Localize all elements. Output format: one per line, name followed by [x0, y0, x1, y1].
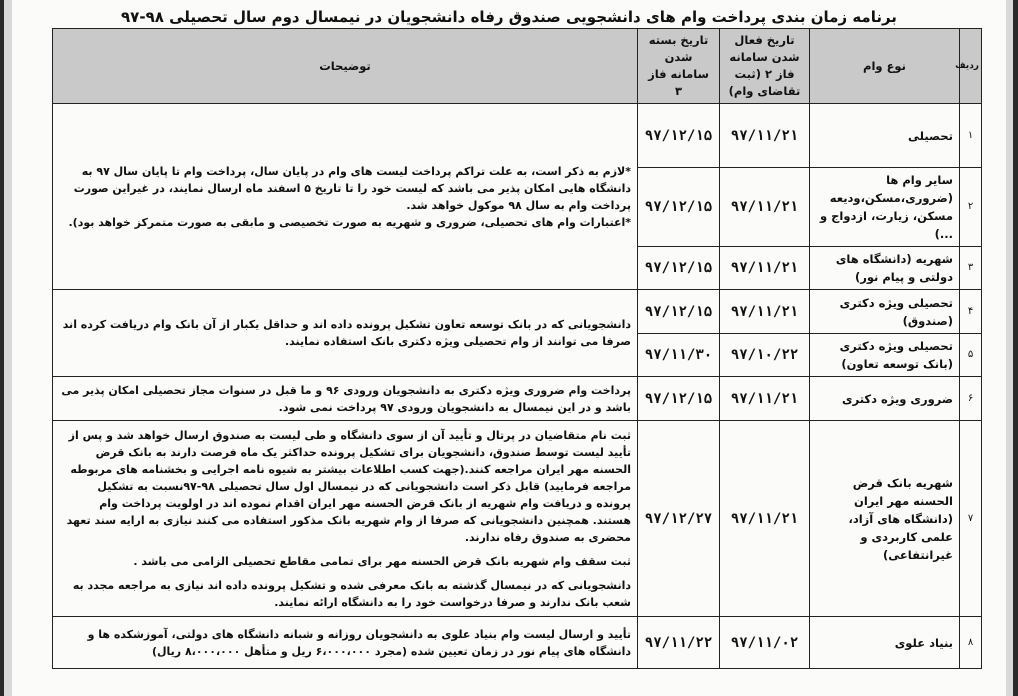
- description-cell: تأیید و ارسال لیست وام بنیاد علوی به دانشجویان روزانه و شبانه دانشگاه های دولتی، آموزشکده ها و دانشگاه های پیام نور در زمان تعیین شده (مجرد ۶،۰۰۰،۰۰۰ ریل و متأهل ۸،۰۰۰،۰۰۰ ریال): [53, 617, 638, 669]
- header-close-date: تاریخ بسته شدن سامانه فاز ۳: [638, 29, 720, 104]
- open-date: ۹۷/۱۱/۲۱: [720, 104, 810, 168]
- description-cell: پرداخت وام ضروری ویژه دکتری به دانشجویان ورودی ۹۶ و ما قبل در سنوات مجاز تحصیلی امکان پذیر می باشد و در این نیمسال به دانشجویان ورودی ۹۷ پرداخت نمی شود.: [53, 377, 638, 421]
- open-date: ۹۷/۱۱/۲۱: [720, 290, 810, 334]
- close-date: ۹۷/۱۲/۱۵: [638, 104, 720, 168]
- description-text: دانشجویانی که در بانک توسعه تعاون تشکیل پرونده داده اند و حداقل یکبار از آن بانک وام دریافت کرده اند صرفا می توانند از وام تحصیلی ویژه دکتری بانک استفاده نمایند.: [62, 318, 631, 348]
- table-row: [53, 104, 982, 168]
- close-date: ۹۷/۱۲/۱۵: [638, 168, 720, 247]
- row-number: ۵: [960, 334, 982, 377]
- loan-type: تحصیلی: [810, 104, 960, 168]
- scan-left-edge: [0, 0, 4, 696]
- loan-type: تحصیلی ویژه دکتری (بانک توسعه تعاون): [810, 334, 960, 377]
- description-cell: [53, 290, 638, 377]
- description-cell: [53, 104, 638, 290]
- open-date: ۹۷/۱۱/۲۱: [720, 247, 810, 290]
- loan-type: شهریه (دانشگاه های دولتی و پیام نور): [810, 247, 960, 290]
- page-title: برنامه زمان بندی پرداخت وام های دانشجویی صندوق رفاه دانشجویان در نیمسال دوم سال تحصیلی ۹۸-۹۷: [121, 8, 897, 26]
- description-text: *اعتبارات وام های تحصیلی، ضروری و شهریه به صورت تخصیصی و مابقی به صورت متمرکز خواهد بود).: [68, 215, 631, 229]
- scan-right-edge: [1013, 0, 1018, 696]
- description-text: دانشجویانی که در نیمسال گذشته به بانک معرفی شده و تشکیل پرونده داده اند نیازی به مراجعه مجدد به شعب بانک ندارند و صرفا درخواست خود را به دانشگاه ارائه نمایند.: [72, 578, 631, 609]
- description-text: ثبت نام متقاضیان در پرتال و تأیید آن از سوی دانشگاه و طی لیست به صندوق ارسال خواهد شد و پس از تأیید لیست توسط صندوق، دانشجویان برای تشکیل پرونده حداکثر یک ماه فرصت دارند به بانک قرض الحسنه مهر ایران مراجعه کنند.(جهت کسب اطلاعات بیشتر به شیوه نامه اجرایی و بخشنامه های مربوطه مراجعه فرمایید) قابل ذکر است دانشجویانی که در نیمسال اول سال تحصیلی ۹۸-۹۷نسبت به تشکیل پرونده و دریافت وام شهریه از بانک قرض الحسنه مهر ایران اقدام نموده اند در اولویت پرداخت وام هستند. همچنین دانشجویانی که صرفا از وام شهریه بانک مذکور استفاده می کنند نیازی به ارایه سند تعهد محضری به صندوق رفاه ندارند.: [66, 428, 631, 544]
- document-page: [12, 0, 1006, 696]
- close-date: ۹۷/۱۱/۳۰: [638, 334, 720, 377]
- open-date: ۹۷/۱۰/۲۲: [720, 334, 810, 377]
- loan-type: تحصیلی ویژه دکتری (صندوق): [810, 290, 960, 334]
- row-number: ۳: [960, 247, 982, 290]
- header-row: [53, 29, 982, 104]
- header-description: توضیحات: [53, 29, 638, 104]
- open-date: ۹۷/۱۱/۲۱: [720, 377, 810, 421]
- row-number: ۷: [960, 421, 982, 617]
- loan-schedule-table: [52, 28, 982, 669]
- loan-type: شهریه بانک قرض الحسنه مهر ایران (دانشگاه های آزاد، علمی کاربردی و غیرانتفاعی): [810, 421, 960, 617]
- close-date: ۹۷/۱۲/۱۵: [638, 290, 720, 334]
- open-date: ۹۷/۱۱/۲۱: [720, 421, 810, 617]
- close-date: ۹۷/۱۲/۱۵: [638, 247, 720, 290]
- row-number: ۸: [960, 617, 982, 669]
- close-date: ۹۷/۱۲/۲۷: [638, 421, 720, 617]
- row-number: ۶: [960, 377, 982, 421]
- description-text: ثبت سقف وام شهریه بانک قرض الحسنه مهر برای تمامی مقاطع تحصیلی الزامی می باشد .: [133, 554, 631, 568]
- open-date: ۹۷/۱۱/۲۱: [720, 168, 810, 247]
- loan-type: ضروری ویژه دکتری: [810, 377, 960, 421]
- description-text: *لازم به ذکر است، به علت تراکم پرداخت لیست های وام در پایان سال، پرداخت وام تا پایان سال ۹۷ به دانشگاه هایی امکان پذیر می باشد که لیست خود را تا تاریخ ۵ اسفند ماه ارسال نمایند، در غیراین صورت پرداخت وام به سال ۹۸ موکول خواهد شد.: [73, 164, 631, 212]
- description-cell: [53, 421, 638, 617]
- table-row: [53, 377, 982, 421]
- row-number: ۴: [960, 290, 982, 334]
- header-radif: ردیف: [960, 29, 982, 104]
- header-open-date: تاریخ فعال شدن سامانه فاز ۲ (ثبت تقاضای وام): [720, 29, 810, 104]
- loan-type: سایر وام ها (ضروری،مسکن،ودیعه مسکن، زیارت، ازدواج و ...): [810, 168, 960, 247]
- row-number: ۱: [960, 104, 982, 168]
- header-type: نوع وام: [810, 29, 960, 104]
- open-date: ۹۷/۱۱/۰۲: [720, 617, 810, 669]
- close-date: ۹۷/۱۱/۲۲: [638, 617, 720, 669]
- table-row: [53, 617, 982, 669]
- table-row: [53, 290, 982, 334]
- close-date: ۹۷/۱۲/۱۵: [638, 377, 720, 421]
- row-number: ۲: [960, 168, 982, 247]
- loan-type: بنیاد علوی: [810, 617, 960, 669]
- table-row: [53, 421, 982, 617]
